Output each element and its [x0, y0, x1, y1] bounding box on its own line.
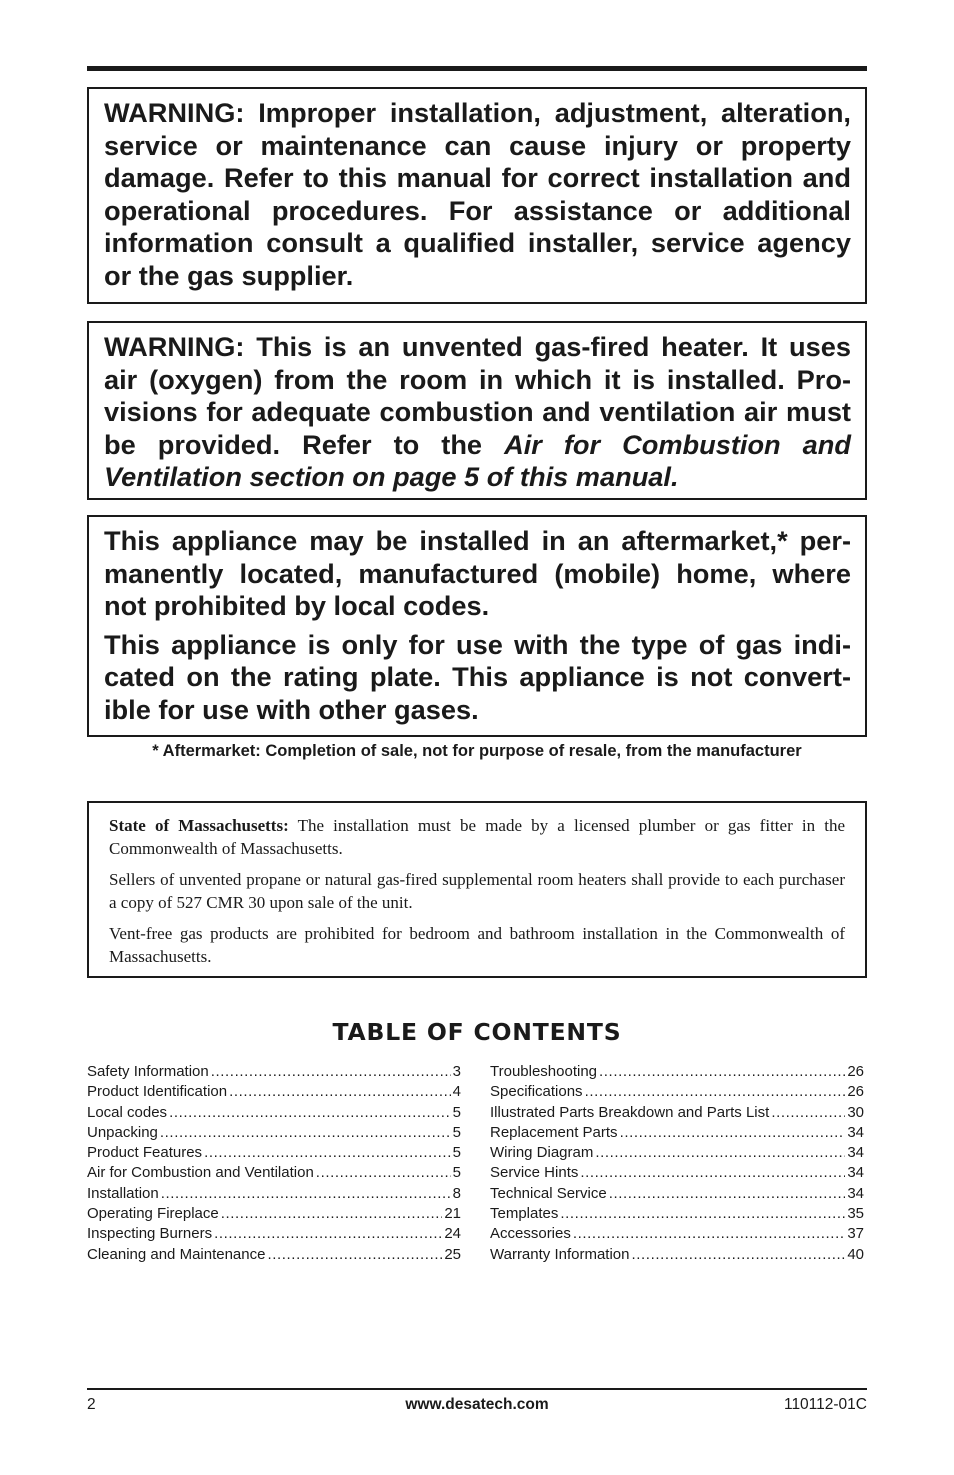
- toc-leader: [169, 1103, 451, 1123]
- toc-leader: [229, 1082, 451, 1102]
- toc-entry[interactable]: [87, 1082, 461, 1102]
- document-number: 110112-01C: [783, 1396, 867, 1413]
- toc-leader: [560, 1204, 845, 1224]
- gas-type-notice: This appliance is only for use with the type of gas indicated on the rating plate. This appliance is not convertible for use with other gases.: [104, 628, 851, 725]
- toc-entry-label: Accessories: [490, 1225, 571, 1243]
- toc-leader: [599, 1062, 845, 1082]
- toc-entry-label: Operating Fireplace: [87, 1205, 219, 1223]
- toc-leader: [211, 1062, 451, 1082]
- massachusetts-p1-text: The installation must be made by a licensed plumber or gas fitter in the Commonwealth of Massachusetts.: [109, 816, 845, 858]
- toc-leader: [267, 1245, 442, 1265]
- toc-entry-page: 26: [847, 1083, 864, 1101]
- toc-entry-page: 24: [444, 1225, 461, 1243]
- installation-warning-box: [87, 87, 867, 304]
- toc-entry[interactable]: [87, 1204, 461, 1224]
- toc-entry-page: 34: [847, 1164, 864, 1182]
- toc-entry[interactable]: [490, 1184, 864, 1204]
- aftermarket-footnote: * Aftermarket: Completion of sale, not for purpose of resale, from the manufacturer: [152, 742, 802, 760]
- toc-entry[interactable]: [490, 1103, 864, 1123]
- toc-leader: [161, 1184, 451, 1204]
- toc-entry[interactable]: [87, 1224, 461, 1244]
- toc-entry[interactable]: [87, 1123, 461, 1143]
- toc-leader: [771, 1103, 845, 1123]
- toc-entry-label: Technical Service: [490, 1184, 607, 1202]
- toc-entry-label: Replacement Parts: [490, 1123, 618, 1141]
- ventilation-section-reference: Air for Combustion and Ventilation section on page 5 of this manual.: [104, 428, 851, 493]
- toc-leader: [609, 1184, 846, 1204]
- massachusetts-lead: State of Massachusetts:: [109, 816, 289, 835]
- toc-entry-page: 34: [847, 1184, 864, 1202]
- toc-entry-label: Product Features: [87, 1144, 203, 1162]
- toc-entry-page: 34: [847, 1123, 864, 1141]
- bottom-rule: [87, 1388, 867, 1390]
- unvented-warning-plain: WARNING: This is an unvented gas-fired heater. It uses air (oxygen) from the room in which it is installed. Provisions for adequate combustion and ventilation air must be provided. Refer to the: [104, 331, 851, 460]
- unvented-heater-warning-text: [104, 331, 851, 494]
- toc-entry-page: 25: [444, 1245, 461, 1263]
- toc-leader: [316, 1163, 451, 1183]
- toc-leader: [585, 1082, 846, 1102]
- toc-entry[interactable]: [490, 1082, 864, 1102]
- toc-entry-page: 26: [847, 1063, 864, 1080]
- toc-right-column: [490, 1062, 864, 1265]
- toc-leader: [214, 1224, 442, 1244]
- toc-entry[interactable]: [490, 1123, 864, 1143]
- toc-leader: [573, 1224, 845, 1244]
- toc-entry[interactable]: [490, 1224, 864, 1244]
- page-number: 2: [87, 1396, 96, 1413]
- toc-entry-page: 4: [452, 1083, 461, 1101]
- toc-entry-page: 35: [847, 1205, 864, 1223]
- toc-entry-page: 30: [847, 1103, 864, 1121]
- toc-left-column: [87, 1062, 461, 1265]
- toc-entry[interactable]: [490, 1143, 864, 1163]
- unvented-heater-warning-box: [87, 321, 867, 500]
- toc-entry[interactable]: [490, 1163, 864, 1183]
- toc-entry-page: 3: [452, 1063, 461, 1080]
- toc-entry-page: 5: [452, 1164, 461, 1182]
- website-link[interactable]: www.desatech.com: [405, 1396, 549, 1413]
- toc-entry-label: Local codes: [87, 1103, 168, 1121]
- toc-leader: [632, 1245, 846, 1265]
- toc-entry-label: Illustrated Parts Breakdown and Parts List: [490, 1103, 770, 1121]
- toc-entry-label: Warranty Information: [490, 1245, 630, 1263]
- toc-leader: [204, 1143, 451, 1163]
- toc-entry-label: Cleaning and Maintenance: [87, 1245, 266, 1263]
- toc-entry-page: 40: [847, 1245, 864, 1263]
- toc-entry-page: 8: [452, 1184, 461, 1202]
- toc-entry-page: 37: [847, 1225, 864, 1243]
- toc-entry[interactable]: [87, 1184, 461, 1204]
- toc-entry-label: Safety Information: [87, 1063, 209, 1080]
- toc-entry-label: Specifications: [490, 1083, 583, 1101]
- toc-entry[interactable]: [490, 1062, 864, 1082]
- toc-leader: [580, 1163, 845, 1183]
- toc-entry[interactable]: [490, 1245, 864, 1265]
- toc-entry-label: Troubleshooting: [490, 1063, 598, 1080]
- toc-entry-label: Air for Combustion and Ventilation: [87, 1164, 314, 1182]
- toc-entry[interactable]: [87, 1163, 461, 1183]
- massachusetts-paragraph-1: [109, 815, 845, 860]
- toc-entry-page: 5: [452, 1144, 461, 1162]
- toc-leader: [221, 1204, 443, 1224]
- mobile-home-notice: This appliance may be installed in an aftermarket,* permanently located, manufactured (mobile) home, where not prohibited by local codes.: [104, 525, 851, 622]
- top-rule: [87, 66, 867, 71]
- toc-entry-label: Service Hints: [490, 1164, 579, 1182]
- toc-leader: [620, 1123, 846, 1143]
- installation-warning-text: WARNING: Improper installation, adjustment, alteration, service or maintenance can cause injury or property damage. Refer to this manual for correct installation and operational procedures. For assistance or additional information consult a qualified installer, service agency or the gas supplier.: [104, 97, 851, 291]
- toc-entry[interactable]: [87, 1143, 461, 1163]
- toc-entry-label: Inspecting Burners: [87, 1225, 213, 1243]
- toc-entry-label: Wiring Diagram: [490, 1144, 594, 1162]
- toc-entry[interactable]: [87, 1062, 461, 1082]
- toc-entry[interactable]: [87, 1103, 461, 1123]
- toc-entry-label: Templates: [490, 1205, 559, 1223]
- toc-leader: [160, 1123, 451, 1143]
- toc-entry-label: Product Identification: [87, 1083, 228, 1101]
- toc-entry[interactable]: [490, 1204, 864, 1224]
- toc-leader: [595, 1143, 845, 1163]
- massachusetts-paragraph-2: Sellers of unvented propane or natural gas-fired supplemental room heaters shall provide to each purchaser a copy of 527 CMR 30 upon sale of the unit.: [109, 870, 845, 912]
- toc-entry-page: 34: [847, 1144, 864, 1162]
- toc-entry-label: Unpacking: [87, 1123, 158, 1141]
- toc-entry-page: 5: [452, 1103, 461, 1121]
- toc-entry-label: Installation: [87, 1184, 159, 1202]
- massachusetts-notice-box: [87, 801, 867, 978]
- table-of-contents-title: TABLE OF CONTENTS: [332, 1018, 622, 1046]
- appliance-notice-box: [87, 515, 867, 737]
- toc-entry-page: 21: [444, 1205, 461, 1223]
- toc-entry[interactable]: [87, 1245, 461, 1265]
- massachusetts-paragraph-3: Vent-free gas products are prohibited for bedroom and bathroom installation in the Commonwealth of Massachusetts.: [109, 924, 845, 966]
- toc-entry-page: 5: [452, 1123, 461, 1141]
